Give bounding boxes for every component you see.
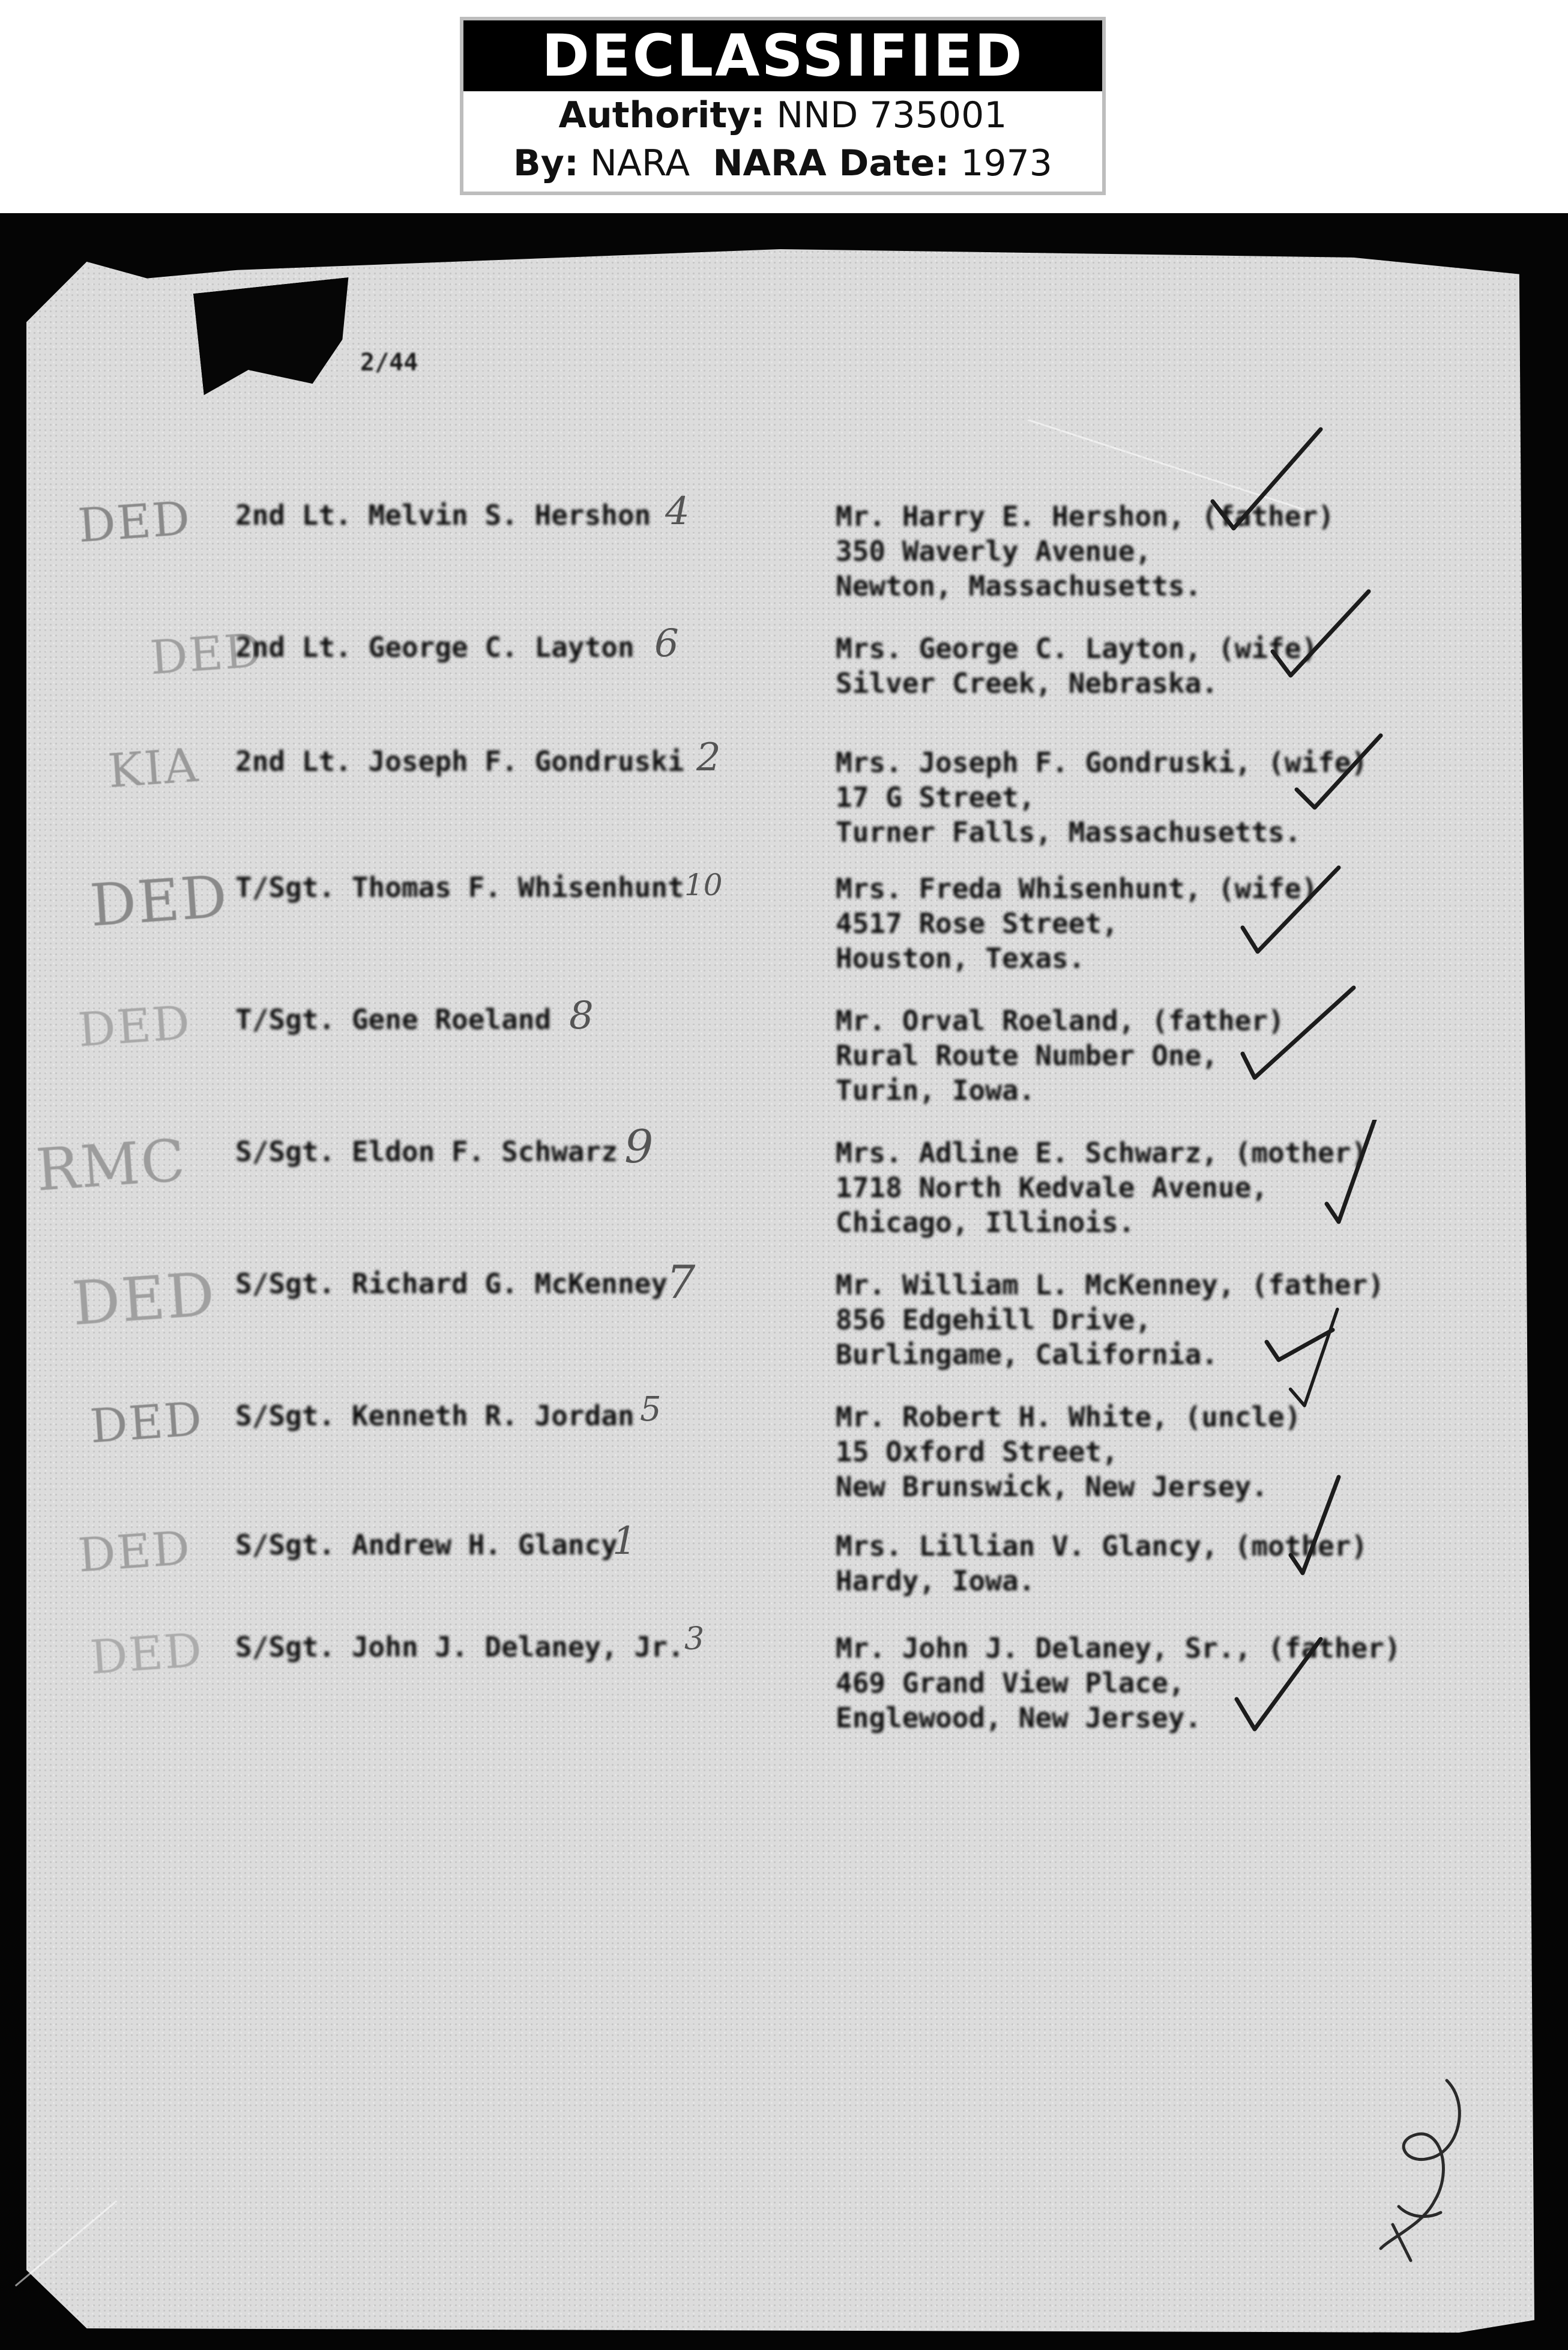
checkmark-icon: [1231, 1633, 1351, 1741]
address-line: Mr. William L. McKenney, (father): [836, 1269, 1384, 1301]
service-member-name: S/Sgt. Kenneth R. Jordan: [235, 1400, 635, 1432]
checkmark-icon: [1237, 862, 1357, 970]
address-line: Burlingame, California.: [836, 1338, 1218, 1371]
authority-value: NND 735001: [776, 94, 1007, 136]
service-member-name: 2nd Lt. Melvin S. Hershon: [235, 499, 651, 531]
next-of-kin-address: [836, 1400, 1301, 1504]
service-member-name: 2nd Lt. George C. Layton: [235, 631, 635, 663]
service-member-name: S/Sgt. Andrew H. Glancy: [235, 1529, 618, 1561]
service-member-name: 2nd Lt. Joseph F. Gondruski: [235, 745, 684, 778]
date-fragment: 2/44: [360, 349, 418, 376]
next-of-kin-address: [836, 745, 1367, 850]
handwritten-number: 6: [654, 621, 679, 666]
address-line: Mrs. Freda Whisenhunt, (wife): [836, 872, 1318, 905]
address-line: Chicago, Illinois.: [836, 1206, 1135, 1239]
handwritten-number: 8: [569, 994, 594, 1038]
handwritten-number: 5: [640, 1390, 662, 1429]
status-annotation: KIA: [106, 738, 201, 799]
service-member-name: S/Sgt. Richard G. McKenney: [235, 1267, 668, 1300]
checkmark-icon: [1267, 1471, 1387, 1579]
stamp-authority-line: [463, 91, 1102, 139]
checkmark-icon: [1267, 585, 1387, 693]
by-label: By:: [513, 142, 579, 184]
document-photo: [0, 213, 1568, 2350]
checkmark-icon: [1273, 1300, 1393, 1408]
next-of-kin-address: [836, 1003, 1285, 1108]
address-line: Turin, Iowa.: [836, 1074, 1036, 1107]
service-member-name: T/Sgt. Gene Roeland: [235, 1003, 552, 1036]
address-line: 469 Grand View Place,: [836, 1667, 1185, 1699]
authority-label: Authority:: [558, 94, 765, 136]
signature-initials: [1357, 2068, 1477, 2267]
address-line: 856 Edgehill Drive,: [836, 1303, 1152, 1336]
stamp-by-line: [463, 139, 1102, 187]
handwritten-number: 2: [696, 736, 721, 780]
address-line: Turner Falls, Massachusetts.: [836, 816, 1301, 848]
address-line: Mr. Harry E. Hershon, (father): [836, 500, 1334, 533]
status-annotation: DED: [88, 1392, 205, 1454]
stamp-title: DECLASSIFIED: [463, 20, 1102, 91]
address-line: Mrs. Adline E. Schwarz, (mother): [836, 1137, 1368, 1169]
address-line: Silver Creek, Nebraska.: [836, 667, 1218, 699]
checkmark-icon: [1207, 423, 1327, 531]
address-line: Mr. John J. Delaney, Sr., (father): [836, 1632, 1401, 1664]
address-line: Hardy, Iowa.: [836, 1565, 1036, 1597]
next-of-kin-address: [836, 631, 1318, 701]
status-annotation: DED: [76, 995, 193, 1058]
checkmark-icon: [1291, 729, 1411, 838]
handwritten-number: 4: [665, 489, 690, 534]
address-line: Mr. Robert H. White, (uncle): [836, 1401, 1301, 1433]
address-line: Mrs. Lillian V. Glancy, (mother): [836, 1530, 1368, 1562]
nara-date-label: NARA Date:: [713, 142, 950, 184]
service-member-name: S/Sgt. John J. Delaney, Jr.: [235, 1631, 684, 1663]
declassified-stamp: [460, 17, 1106, 195]
status-annotation: DED: [88, 1623, 205, 1685]
address-line: Englewood, New Jersey.: [836, 1702, 1202, 1734]
address-line: Houston, Texas.: [836, 942, 1085, 974]
address-line: New Brunswick, New Jersey.: [836, 1470, 1268, 1503]
handwritten-number: 3: [684, 1621, 705, 1657]
next-of-kin-address: [836, 1135, 1367, 1240]
address-line: Rural Route Number One,: [836, 1039, 1218, 1072]
status-annotation: DED: [76, 1521, 193, 1583]
checkmark-icon: [1309, 1120, 1429, 1228]
address-line: 350 Waverly Avenue,: [836, 535, 1152, 567]
checkmark-icon: [1237, 976, 1357, 1084]
address-line: 1718 North Kedvale Avenue,: [836, 1171, 1268, 1204]
service-member-name: T/Sgt. Thomas F. Whisenhunt: [235, 871, 684, 904]
address-line: 17 G Street,: [836, 781, 1036, 814]
status-annotation: DED: [76, 491, 193, 554]
address-line: 4517 Rose Street,: [836, 907, 1118, 940]
status-annotation: DED: [88, 863, 231, 940]
address-line: Mrs. Joseph F. Gondruski, (wife): [836, 746, 1368, 779]
nara-date-value: 1973: [960, 142, 1052, 184]
handwritten-number: 7: [666, 1255, 696, 1309]
address-line: 15 Oxford Street,: [836, 1436, 1118, 1468]
status-annotation: DED: [70, 1258, 219, 1340]
by-value: NARA: [590, 142, 690, 184]
service-member-name: S/Sgt. Eldon F. Schwarz: [235, 1135, 618, 1168]
handwritten-number: 10: [684, 868, 723, 902]
address-line: Mrs. George C. Layton, (wife): [836, 632, 1318, 665]
status-annotation: DED: [148, 623, 265, 686]
handwritten-number: 9: [624, 1120, 654, 1173]
address-line: Mr. Orval Roeland, (father): [836, 1004, 1285, 1037]
status-annotation: RMC: [34, 1126, 188, 1204]
handwritten-number: 1: [612, 1519, 637, 1563]
address-line: Newton, Massachusetts.: [836, 570, 1202, 602]
